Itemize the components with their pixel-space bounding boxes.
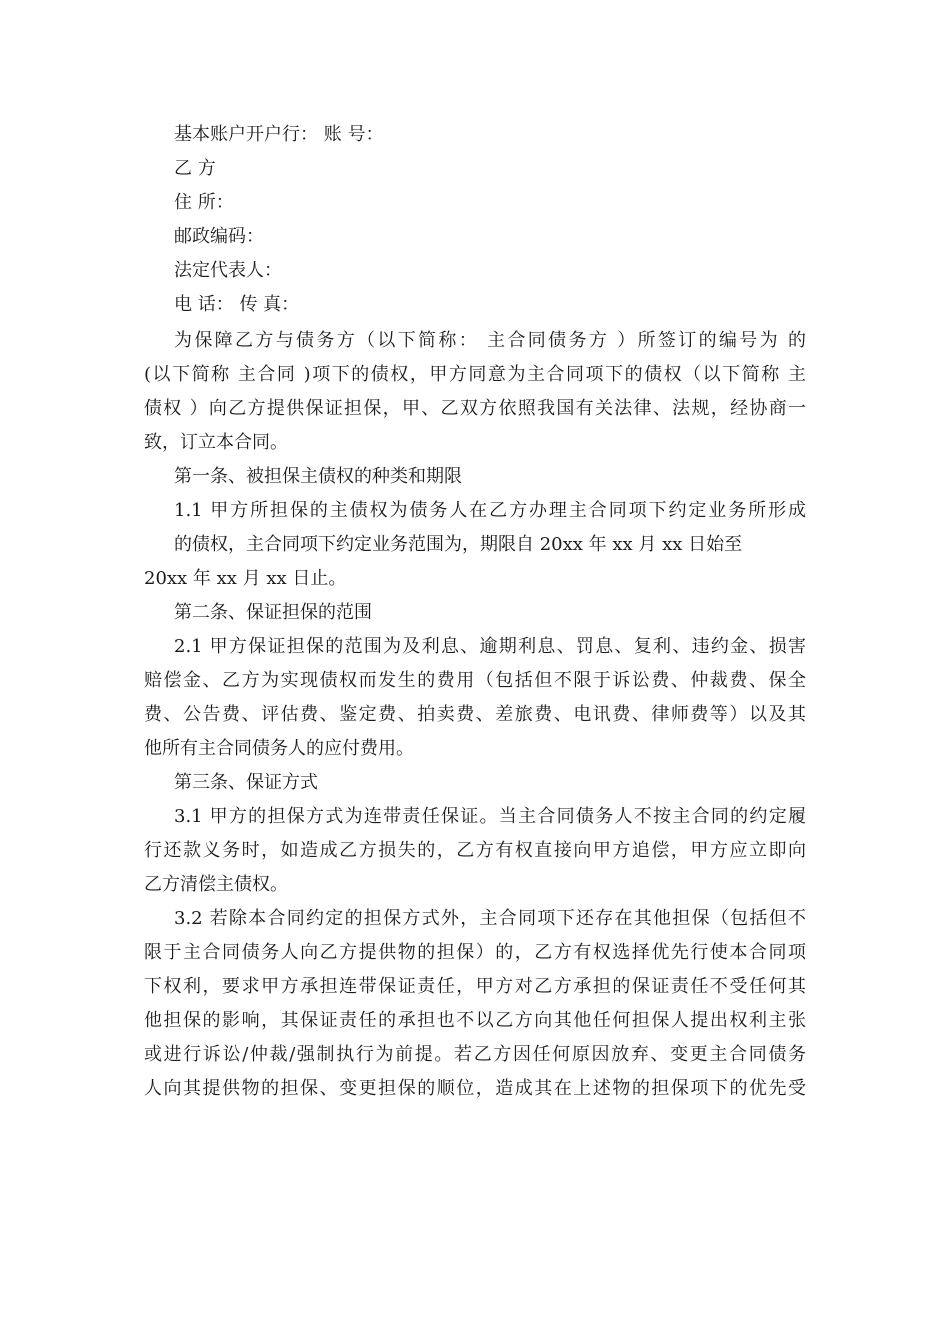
document-body bbox=[144, 118, 806, 1106]
article-3-clause: 他担保的影响，其保证责任的承担也不以乙方向其他任何担保人提出权利主张 bbox=[144, 1010, 806, 1031]
article-3-clause: 限于主合同债务人向乙方提供物的担保）的，乙方有权选择优先行使本合同项 bbox=[144, 942, 806, 963]
article-3-clause: 3.2 若除本合同约定的担保方式外，主合同项下还存在其他担保（包括但不 bbox=[174, 908, 806, 929]
article-3-clause: 3.1 甲方的担保方式为连带责任保证。当主合同债务人不按主合同的约定履 bbox=[174, 806, 806, 827]
article-2-clause: 赔偿金、乙方为实现债权而发生的费用（包括但不限于诉讼费、仲裁费、保全 bbox=[144, 670, 806, 691]
article-1-clause: 的债权，主合同项下约定业务范围为，期限自 20xx 年 xx 月 xx 日始至 bbox=[174, 534, 743, 555]
article-2-title: 第二条、保证担保的范围 bbox=[174, 602, 372, 623]
article-2-clause: 费、公告费、评估费、鉴定费、拍卖费、差旅费、电讯费、律师费等）以及其 bbox=[144, 704, 806, 725]
party-b-heading: 乙 方 bbox=[174, 158, 216, 179]
article-1-title: 第一条、被担保主债权的种类和期限 bbox=[174, 466, 462, 487]
article-2-clause: 2.1 甲方保证担保的范围为及利息、逾期利息、罚息、复利、违约金、损害 bbox=[174, 636, 806, 657]
article-3-clause: 人向其提供物的担保、变更担保的顺位，造成其在上述物的担保项下的优先受 bbox=[144, 1078, 806, 1099]
preamble-line: 致，订立本合同。 bbox=[144, 432, 288, 453]
article-3-clause: 下权利，要求甲方承担连带保证责任，甲方对乙方承担的保证责任不受任何其 bbox=[144, 976, 806, 997]
article-3-clause: 行还款义务时，如造成乙方损失的，乙方有权直接向甲方追偿，甲方应立即向 bbox=[144, 840, 806, 861]
legal-representative-line: 法定代表人： bbox=[174, 260, 282, 281]
preamble-line: 为保障乙方与债务方（以下简称： 主合同债务方 ）所签订的编号为 的 bbox=[174, 330, 806, 351]
preamble-line: (以下简称 主合同 )项下的债权，甲方同意为主合同项下的债权（以下简称 主 bbox=[144, 364, 806, 385]
phone-fax-line: 电 话： 传 真： bbox=[174, 294, 300, 315]
article-2-clause: 他所有主合同债务人的应付费用。 bbox=[144, 738, 414, 759]
article-1-clause: 1.1 甲方所担保的主债权为债务人在乙方办理主合同项下约定业务所形成 bbox=[174, 500, 806, 521]
address-line: 住 所： bbox=[174, 192, 234, 213]
article-3-clause: 或进行诉讼/仲裁/强制执行为前提。若乙方因任何原因放弃、变更主合同债务 bbox=[144, 1044, 806, 1065]
preamble-line: 债权 ）向乙方提供保证担保，甲、乙双方依照我国有关法律、法规，经协商一 bbox=[144, 398, 806, 419]
bank-account-line: 基本账户开户行： 账 号： bbox=[174, 124, 384, 145]
article-3-clause: 乙方清偿主债权。 bbox=[144, 874, 288, 895]
postal-code-line: 邮政编码： bbox=[174, 226, 264, 247]
article-3-title: 第三条、保证方式 bbox=[174, 772, 318, 793]
article-1-clause: 20xx 年 xx 月 xx 日止。 bbox=[144, 568, 347, 589]
